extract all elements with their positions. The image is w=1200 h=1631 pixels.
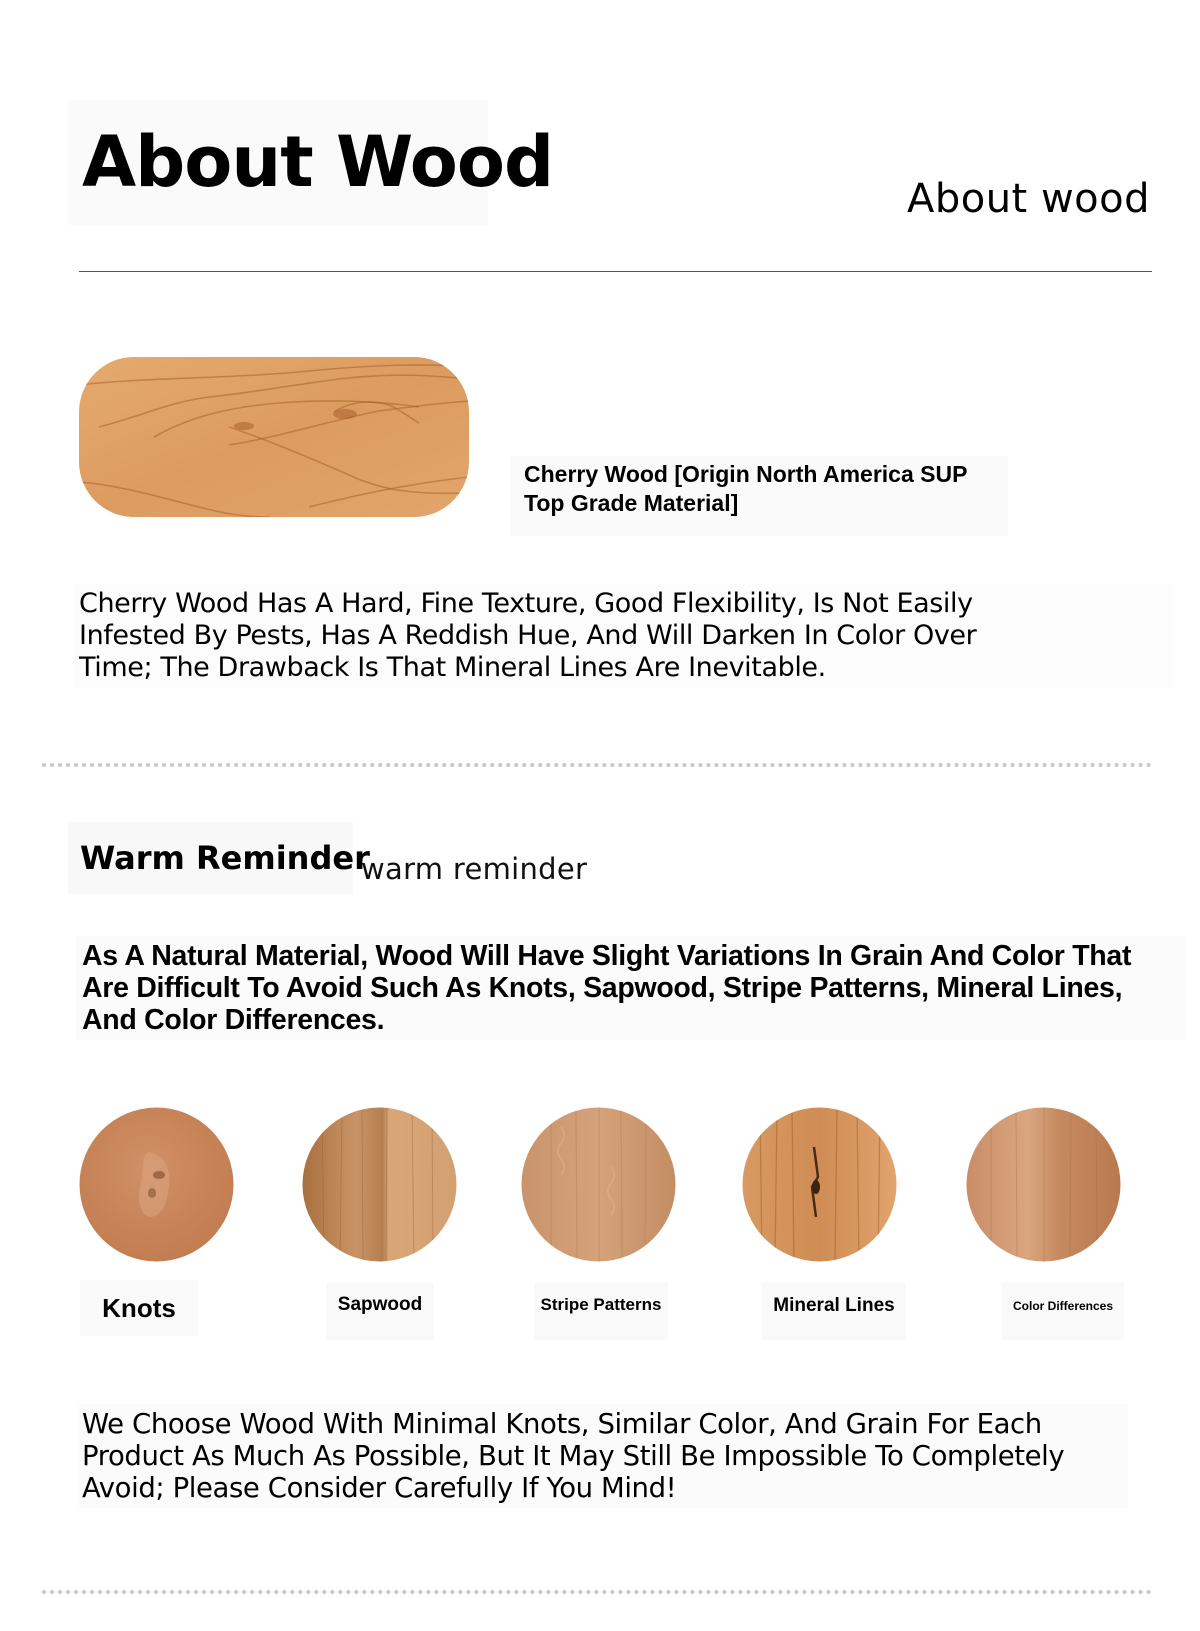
sample-label-knots: Knots	[80, 1280, 198, 1336]
cherry-wood-board-image	[79, 357, 469, 517]
closing-line: Product As Much As Possible, But It May Still Be Impossible To Completely	[82, 1440, 1065, 1472]
material-description	[73, 584, 1173, 688]
material-caption-line-1: Cherry Wood [Origin North America SUP	[524, 461, 968, 487]
section-heading: Warm Reminder	[68, 822, 353, 894]
closing-line: We Choose Wood With Minimal Knots, Similar Color, And Grain For Each	[82, 1408, 1042, 1440]
sample-label-color-differences: Color Differences	[1002, 1282, 1124, 1340]
page-title: About Wood	[68, 100, 488, 225]
closing-line: Avoid; Please Consider Carefully If You Mind!	[82, 1472, 677, 1504]
section-subheading: warm reminder	[361, 852, 588, 886]
description-line: Cherry Wood Has A Hard, Fine Texture, Good Flexibility, Is Not Easily	[79, 588, 973, 619]
sapwood-sample	[302, 1107, 457, 1262]
closing-note	[78, 1404, 1128, 1508]
reminder-line: Are Difficult To Avoid Such As Knots, Sapwood, Stripe Patterns, Mineral Lines,	[82, 972, 1123, 1004]
page-subtitle: About wood	[906, 176, 1150, 222]
header-divider	[79, 271, 1152, 272]
dotted-divider	[42, 1590, 1152, 1594]
knot-wood-sample	[79, 1107, 234, 1262]
material-caption-line-2: Top Grade Material]	[524, 490, 739, 516]
reminder-intro	[76, 936, 1186, 1040]
stripe-pattern-sample	[521, 1107, 676, 1262]
sample-label-stripe-patterns: Stripe Patterns	[534, 1282, 668, 1340]
mineral-lines-sample	[742, 1107, 897, 1262]
description-line: Time; The Drawback Is That Mineral Lines Are Inevitable.	[79, 652, 826, 683]
dotted-divider	[42, 763, 1152, 767]
color-difference-sample	[966, 1107, 1121, 1262]
description-line: Infested By Pests, Has A Reddish Hue, And Will Darken In Color Over	[79, 620, 977, 651]
reminder-line: And Color Differences.	[82, 1004, 385, 1036]
material-caption	[510, 456, 1008, 536]
sample-label-mineral-lines: Mineral Lines	[762, 1282, 906, 1340]
reminder-line: As A Natural Material, Wood Will Have Slight Variations In Grain And Color That	[82, 940, 1132, 972]
sample-label-sapwood: Sapwood	[326, 1282, 434, 1340]
